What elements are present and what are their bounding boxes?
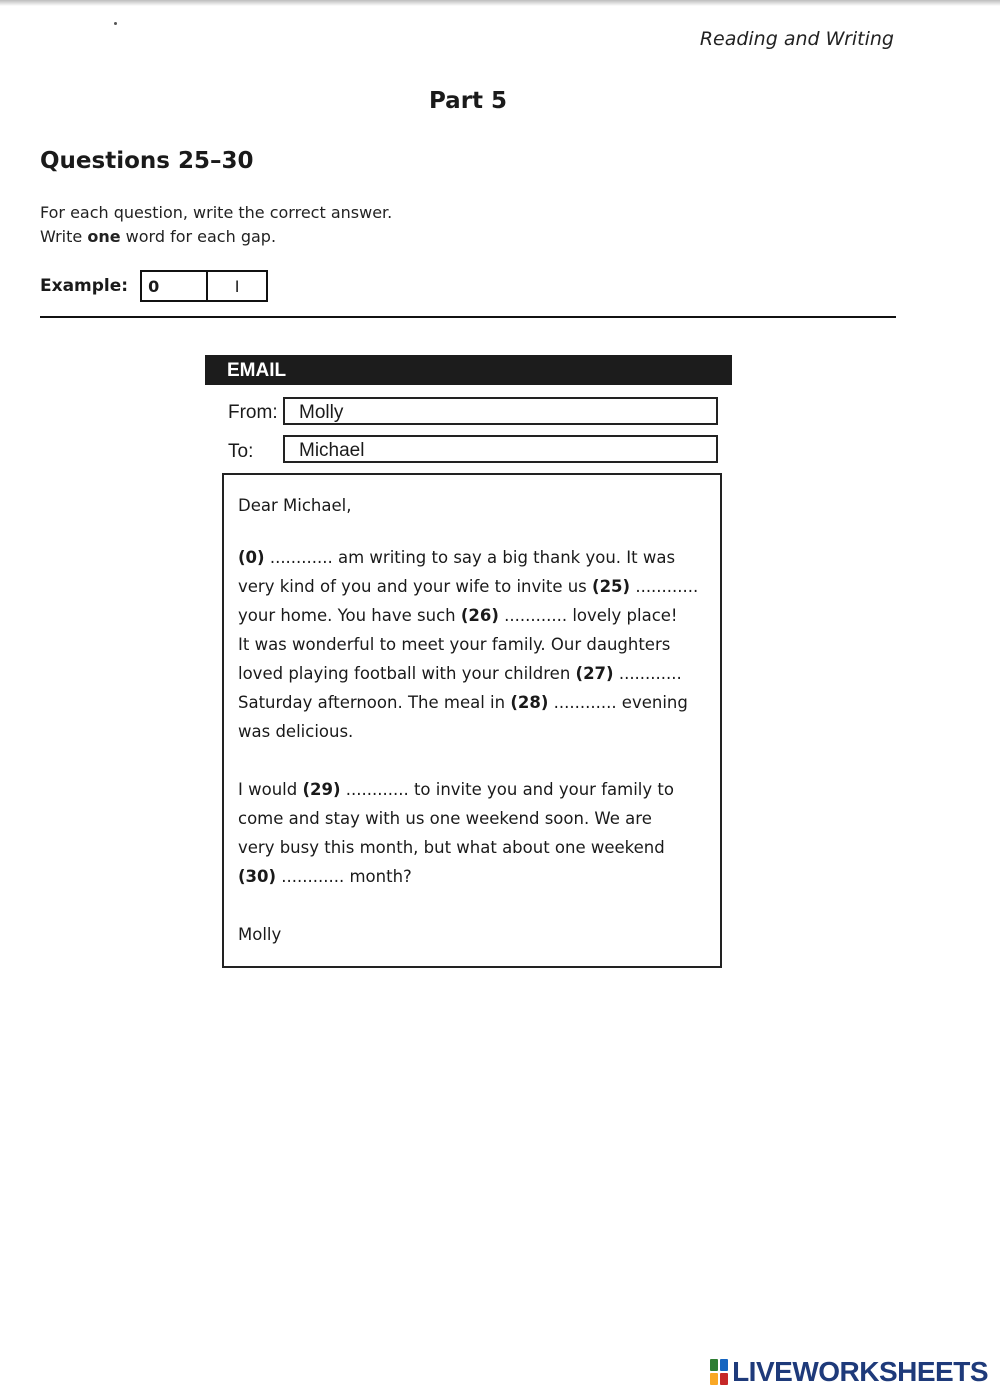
gap-number: (28) [510,693,549,712]
example-row [40,270,268,302]
gap-number: (26) [460,606,499,625]
line-text: ............ to invite you and your family to [340,780,674,799]
letter-line [238,577,698,596]
line-text: was delicious. [238,722,354,741]
letter-line [238,867,412,886]
line-text: your home. You have such [238,606,461,625]
line-text: I would [238,780,303,799]
line-text: ............ [630,577,699,596]
letter-line [238,780,674,799]
page-top-shadow [0,0,1000,6]
to-label: To: [228,441,254,462]
logo-block [720,1359,728,1371]
instruction-text: Write [40,227,88,246]
line-text: It was wonderful to meet your family. Our daughters [238,635,671,654]
instruction-emphasis: one [87,227,121,246]
letter-line [238,722,353,741]
instruction-line-1: For each question, write the correct answer. [40,203,393,222]
email-body [222,473,722,968]
line-text: very busy this month, but what about one weekend [238,838,665,857]
letter-line [238,838,665,857]
letter-line [238,693,688,712]
speck-mark [114,22,117,25]
line-text: ............ month? [276,867,412,886]
logo-block [720,1373,728,1385]
divider-rule [40,316,896,318]
letter-line [238,635,670,654]
to-field: Michael [283,435,718,463]
part-title: Part 5 [428,88,508,114]
signature: Molly [238,925,282,944]
gap-number: (0) [238,548,265,567]
line-text: very kind of you and your wife to invite us [238,577,593,596]
line-text: ............ evening [548,693,688,712]
greeting: Dear Michael, [238,496,352,515]
line-text: come and stay with us one weekend soon. We are [238,809,652,828]
liveworksheets-logo [710,1356,988,1388]
gap-number: (30) [238,867,277,886]
email-heading: EMAIL [205,355,732,385]
line-text: ............ [613,664,682,683]
letter-line [238,809,652,828]
line-text: ............ lovely place! [498,606,678,625]
questions-title: Questions 25–30 [40,148,254,174]
logo-block [710,1359,718,1371]
gap-number: (27) [575,664,614,683]
from-field: Molly [283,397,718,425]
line-text: ............ am writing to say a big thank you. It was [264,548,676,567]
instruction-line-2 [40,227,276,246]
letter-line [238,664,682,683]
example-number: 0 [148,276,160,296]
letter-line [238,548,675,567]
example-answer: I [206,272,266,300]
instruction-text: word for each gap. [120,227,277,246]
example-label: Example: [40,276,129,296]
line-text: loved playing football with your children [238,664,576,683]
line-text: Saturday afternoon. The meal in [238,693,511,712]
example-answer-box [140,270,268,302]
logo-block [710,1373,718,1385]
gap-number: (29) [302,780,341,799]
section-header: Reading and Writing [699,28,894,50]
gap-number: (25) [592,577,631,596]
from-label: From: [228,402,278,423]
letter-line [238,606,678,625]
logo-blocks-icon [710,1359,728,1385]
logo-text: LIVEWORKSHEETS [732,1356,988,1387]
